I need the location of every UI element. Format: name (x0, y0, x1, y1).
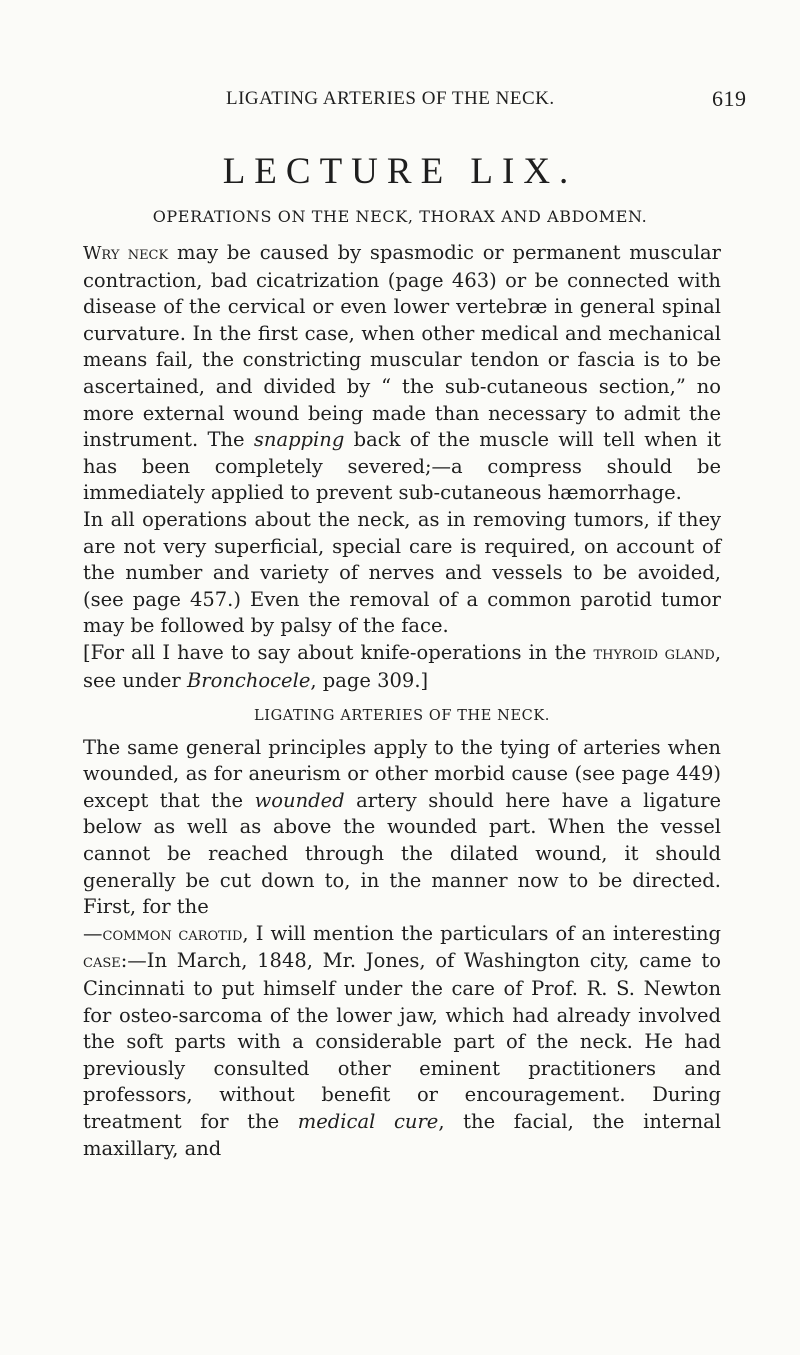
running-title: LIGATING ARTERIES OF THE NECK. (226, 88, 555, 109)
text-run: artery should here have a ligature below as well as above the wounded part. When the vessel cannot be reached through the dilated wound, it should generally be cut down to, in the manner now to be directed. First, for the (83, 788, 721, 919)
emphasis: Bronchocele (186, 668, 311, 692)
text-run: The same general principles apply to the tying of arteries when wounded, as for aneurism or other morbid cause (see page 449) except that the (83, 735, 721, 812)
text-run: may be caused by spasmodic or permanent muscular contraction, bad cicatrization (page 463) or be connected with disease of the cervical or even lower vertebræ in general spinal curvature. In the first case, when other medical and mechanical means fail, the constricting muscular tendon or fascia is to be ascertained, and divided by “ the sub-cutaneous section,” no more external wound being made than necessary to admit the instrument. The (83, 241, 721, 452)
lead-small-caps: Wry neck (83, 243, 169, 264)
text-run: back of the muscle will tell when it has been completely severed;—a compress should be immediately applied to prevent sub-cutaneous hæmorrhage. (83, 428, 721, 505)
text-run: , I will mention the particulars of an interesting (242, 921, 721, 945)
small-caps: case (83, 951, 121, 973)
lecture-subtitle: OPERATIONS ON THE NECK, THORAX AND ABDOMEN. (152, 207, 648, 226)
paragraph-wry-neck (83, 240, 721, 507)
small-caps: common carotid (102, 923, 243, 945)
text-run: , page 309.] (310, 668, 429, 692)
paragraph-thyroid-note (83, 640, 721, 694)
paragraph-general-principles (83, 735, 721, 921)
paragraph-neck-operations: In all operations about the neck, as in removing tumors, if they are not very superficial, special care is required, on account of the number and variety of nerves and vessels to be avoided, (see page 457.) Even the removal of a common parotid tumor may be followed by palsy of the face. (83, 507, 721, 638)
text-run: , the facial, the internal maxillary, and (83, 1110, 722, 1160)
body-text (83, 240, 721, 1162)
section-heading: LIGATING ARTERIES OF THE NECK. (254, 708, 550, 725)
text-run: , see under (83, 640, 722, 692)
text-run: [For all I have to say about knife-operations in the (83, 640, 594, 664)
emphasis: wounded (254, 788, 345, 812)
page-number: 619 (712, 86, 747, 111)
lecture-title: LECTURE LIX. (222, 151, 578, 192)
emphasis: medical cure (297, 1110, 439, 1133)
emphasis: snapping (253, 428, 345, 452)
text-run: :—In March, 1848, Mr. Jones, of Washington city, came to Cincinnati to put himself under the care of Prof. R. S. Newton for osteo-sarcoma of the lower jaw, which had already involved the soft parts with a considerable part of the neck. He had previously consulted other eminent practitioners and professors, without benefit or encouragement. During treatment for the (83, 949, 721, 1133)
paragraph-common-carotid (83, 921, 721, 1162)
small-caps: thyroid gland (593, 642, 715, 664)
text-run: — (83, 921, 103, 945)
